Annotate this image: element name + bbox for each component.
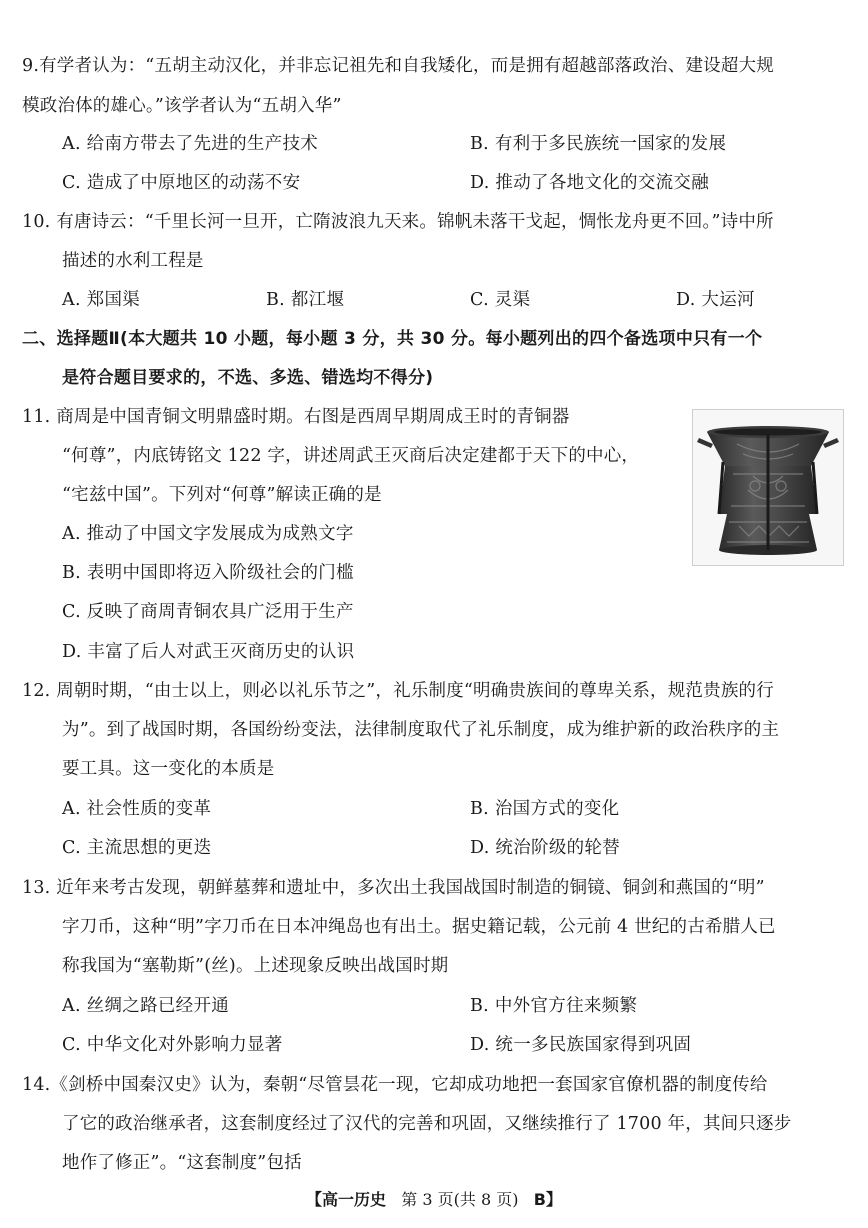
q10-option-b: B. 都江堰 — [266, 290, 345, 310]
q11-stem-line1: 11. 商周是中国青铜文明鼎盛时期。右图是西周早期周成王时的青铜器 — [22, 407, 570, 427]
footer-subject: 【高一历史 — [306, 1190, 387, 1209]
q11-option-d: D. 丰富了后人对武王灭商历史的认识 — [62, 642, 355, 662]
q12-stem-line1: 12. 周朝时期，“由士以上，则必以礼乐节之”，礼乐制度“明确贵族间的尊卑关系，规范贵族的行 — [22, 681, 774, 701]
q10-stem-line1: 10. 有唐诗云：“千里长河一旦开，亡隋波浪九天来。锦帆未落干戈起，惆怅龙舟更不回。”诗中所 — [22, 212, 774, 232]
q12-option-a: A. 社会性质的变革 — [62, 799, 212, 819]
q14-stem-line2: 了它的政治继承者，这套制度经过了汉代的完善和巩固，又继续推行了 1700 年，其间只逐步 — [62, 1114, 792, 1134]
q9-option-d: D. 推动了各地文化的交流交融 — [470, 173, 710, 193]
footer-version: B】 — [533, 1190, 562, 1209]
q12-option-d: D. 统治阶级的轮替 — [470, 838, 621, 858]
q13-stem-line2: 字刀币，这种“明”字刀币在日本冲绳岛也有出土。据史籍记载，公元前 4 世纪的古希腊人已 — [62, 917, 776, 937]
figure-he-zun-image — [692, 409, 844, 566]
q13-stem-line1: 13. 近年来考古发现，朝鲜墓葬和遗址中，多次出土我国战国时制造的铜镜、铜剑和燕国的“明” — [22, 878, 765, 898]
q11-option-b: B. 表明中国即将迈入阶级社会的门槛 — [62, 563, 354, 583]
q13-option-b: B. 中外官方往来频繁 — [470, 996, 638, 1016]
page-footer — [0, 1189, 868, 1211]
footer-page-number: 第 3 页(共 8 页) — [401, 1190, 519, 1209]
q13-option-c: C. 中华文化对外影响力显著 — [62, 1035, 283, 1055]
q12-stem-line2: 为”。到了战国时期，各国纷纷变法，法律制度取代了礼乐制度，成为维护新的政治秩序的主 — [62, 720, 780, 740]
bronze-zun-vessel-icon — [693, 410, 843, 565]
q13-option-a: A. 丝绸之路已经开通 — [62, 996, 230, 1016]
section2-heading-line1: 二、选择题Ⅱ(本大题共 10 小题，每小题 3 分，共 30 分。每小题列出的四个备选项中只有一个 — [22, 329, 763, 349]
q10-option-c: C. 灵渠 — [470, 290, 531, 310]
q9-option-a: A. 给南方带去了先进的生产技术 — [62, 134, 319, 154]
q12-option-b: B. 治国方式的变化 — [470, 799, 620, 819]
q9-stem-line1: 9.有学者认为：“五胡主动汉化，并非忘记祖先和自我矮化，而是拥有超越部落政治、建设超大规 — [22, 56, 774, 76]
q9-option-b: B. 有利于多民族统一国家的发展 — [470, 134, 727, 154]
q11-stem-line3: “宅兹中国”。下列对“何尊”解读正确的是 — [62, 485, 382, 505]
q10-option-d: D. 大运河 — [676, 290, 755, 310]
q10-option-a: A. 郑国渠 — [62, 290, 141, 310]
q13-stem-line3: 称我国为“塞勒斯”(丝)。上述现象反映出战国时期 — [62, 956, 449, 976]
q10-stem-line2: 描述的水利工程是 — [62, 251, 204, 271]
q11-option-a: A. 推动了中国文字发展成为成熟文字 — [62, 524, 354, 544]
section2-heading-line2: 是符合题目要求的，不选、多选、错选均不得分) — [62, 368, 434, 388]
q13-option-d: D. 统一多民族国家得到巩固 — [470, 1035, 692, 1055]
q11-stem-line2: “何尊”，内底铸铭文 122 字，讲述周武王灭商后决定建都于天下的中心， — [62, 446, 640, 466]
q9-stem-line2: 模政治体的雄心。”该学者认为“五胡入华” — [22, 96, 342, 116]
q12-option-c: C. 主流思想的更迭 — [62, 838, 212, 858]
q9-option-c: C. 造成了中原地区的动荡不安 — [62, 173, 301, 193]
q11-option-c: C. 反映了商周青铜农具广泛用于生产 — [62, 602, 354, 622]
q12-stem-line3: 要工具。这一变化的本质是 — [62, 759, 275, 779]
q14-stem-line1: 14.《剑桥中国秦汉史》认为，秦朝“尽管昙花一现，它却成功地把一套国家官僚机器的制度传给 — [22, 1075, 768, 1095]
q14-stem-line3: 地作了修正”。“这套制度”包括 — [62, 1153, 302, 1173]
